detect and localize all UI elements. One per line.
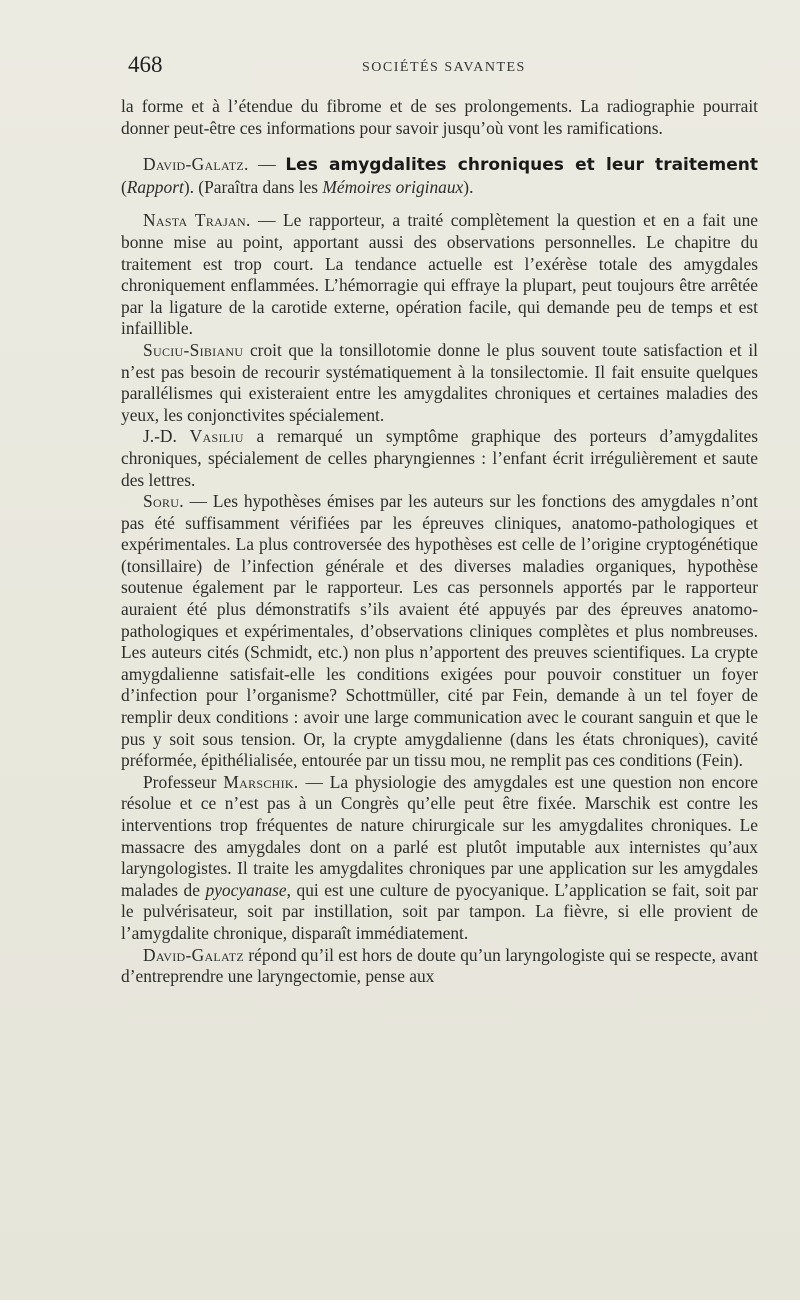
paragraph-continuation [121,96,758,139]
paren-close: ). [463,176,474,197]
body-text [121,96,758,988]
paragraph-marschik [121,772,758,945]
speaker-name: David-Galatz [143,944,244,965]
speaker-prefix: Professeur [143,771,224,792]
speaker-prefix: J.-D. [143,426,190,447]
paren-open: ( [121,176,127,197]
speaker-name: Soru. [143,491,184,512]
memoires-label: Mémoires originaux [322,176,464,197]
paragraph-suciu-sibianu [121,340,758,426]
paragraph-text-cont: , qui est une culture de pyocyanique. L’application se fait, soit par le pulvérisateur, soit par instillation, soit par tampon. La fièvre, si elle provient de l’amygdalite chronique, disparaît immédiatement. [121,879,758,943]
speaker-name: Vasiliu [189,426,244,447]
publication-note: ). (Paraîtra dans les [183,176,323,197]
paragraph-david-galatz-reply [121,945,758,988]
italic-term: pyocyanase [205,879,287,900]
paragraph-text: — Les hypothèses émises par les auteurs sur les fonctions des amygdales n’ont pas été suffisamment vérifiées par les épreuves cliniques, anatomo-pathologiques et expérimentales. La plus controversée des hypothèses est celle de l’origine cryptogénétique (tonsillaire) de l’infection générale et des diverses maladies organiques, hypothèse soutenue également par le rapporteur. Les cas personnels apportés par le rapporteur auraient été plus démonstratifs s’ils avaient été appuyés par des épreuves anatomo-pathologiques et expérimentales, d’observations cliniques complètes et plus nombreuses. Les auteurs cités (Schmidt, etc.) non plus n’apportent des preuves scientifiques. La crypte amygdalienne satisfait-elle les conditions exigées pour pouvoir constituer un foyer d’infection pour l’organisme? Schottmüller, cité par Fein, demande à un tel foyer de remplir deux conditions : avoir une large communication avec le courant sanguin et que le pus y soit sous tension. Or, la crypte amygdalienne (dans les états chroniques), cavité préformée, épithélialisée, entourée par un tissu mou, ne remplit pas ces conditions (Fein). [121,491,758,771]
speaker-name: David-Galatz. [143,154,249,175]
paragraph-text: croit que la tonsillotomie donne le plus souvent toute satisfaction et il n’est pas besoin de recourir systématiquement à la tonsilectomie. Il fait ensuite quelques parallélismes qui existeraient entre les amygdalites chroniques et certaines maladies des yeux, les conjonctivites spécialement. [121,339,758,425]
page-number: 468 [128,52,163,77]
paragraph-soru [121,491,758,772]
report-title: Les amygdalites chroniques et leur traitement [285,155,758,176]
paragraph-text: la forme et à l’étendue du fibrome et de ses prolongements. La radiographie pourrait donner peut-être ces informations pour savoir jusqu’où vont les ramifications. [121,96,758,138]
paragraph-nasta-trajan [121,210,758,340]
speaker-name: Marschik. [223,771,299,792]
paragraph-text: répond qu’il est hors de doute qu’un laryngologiste qui se respecte, avant d’entreprendre une laryngectomie, pense aux [121,944,758,987]
paragraph-text: a remarqué un symptôme graphique des porteurs d’amygdalites chroniques, spécialement de celles pharyngiennes : l’enfant écrit irrégulièrement et saute des lettres. [121,426,758,490]
running-head: SOCIÉTÉS SAVANTES [362,60,526,75]
paragraph-vasiliu [121,426,758,491]
paragraph-text: — La physiologie des amygdales est une question non encore résolue et ce n’est pas à un Congrès qu’elle peut être fixée. Marschik est contre les interventions trop fréquentes de nature chirurgicale sur les amygdalites chroniques. Le massacre des amygdales dont on a parlé est plutôt imputable aux internistes qu’aux laryngologistes. Il traite les amygdalites chroniques par une application sur les amygdales malades de [121,771,758,900]
dash: — [248,154,286,175]
paragraph-text: — Le rapporteur, a traité complètement la question et en a fait une bonne mise au point, apportant aussi des observations personnelles. Le chapitre du traitement est trop court. La tendance actuelle est l’exérèse totale des amygdales chroniquement enflammées. L’hémorragie qui effraye la plupart, peut toujours être arrêtée par la ligature de la carotide externe, opération facile, qui demande peu de temps et est infaillible. [121,210,758,339]
paragraph-report-heading [121,154,758,198]
speaker-name: Nasta Trajan. [143,210,251,231]
rapport-label: Rapport [126,176,184,197]
page-header [128,52,768,82]
speaker-name: Suciu-Sibianu [143,339,244,360]
